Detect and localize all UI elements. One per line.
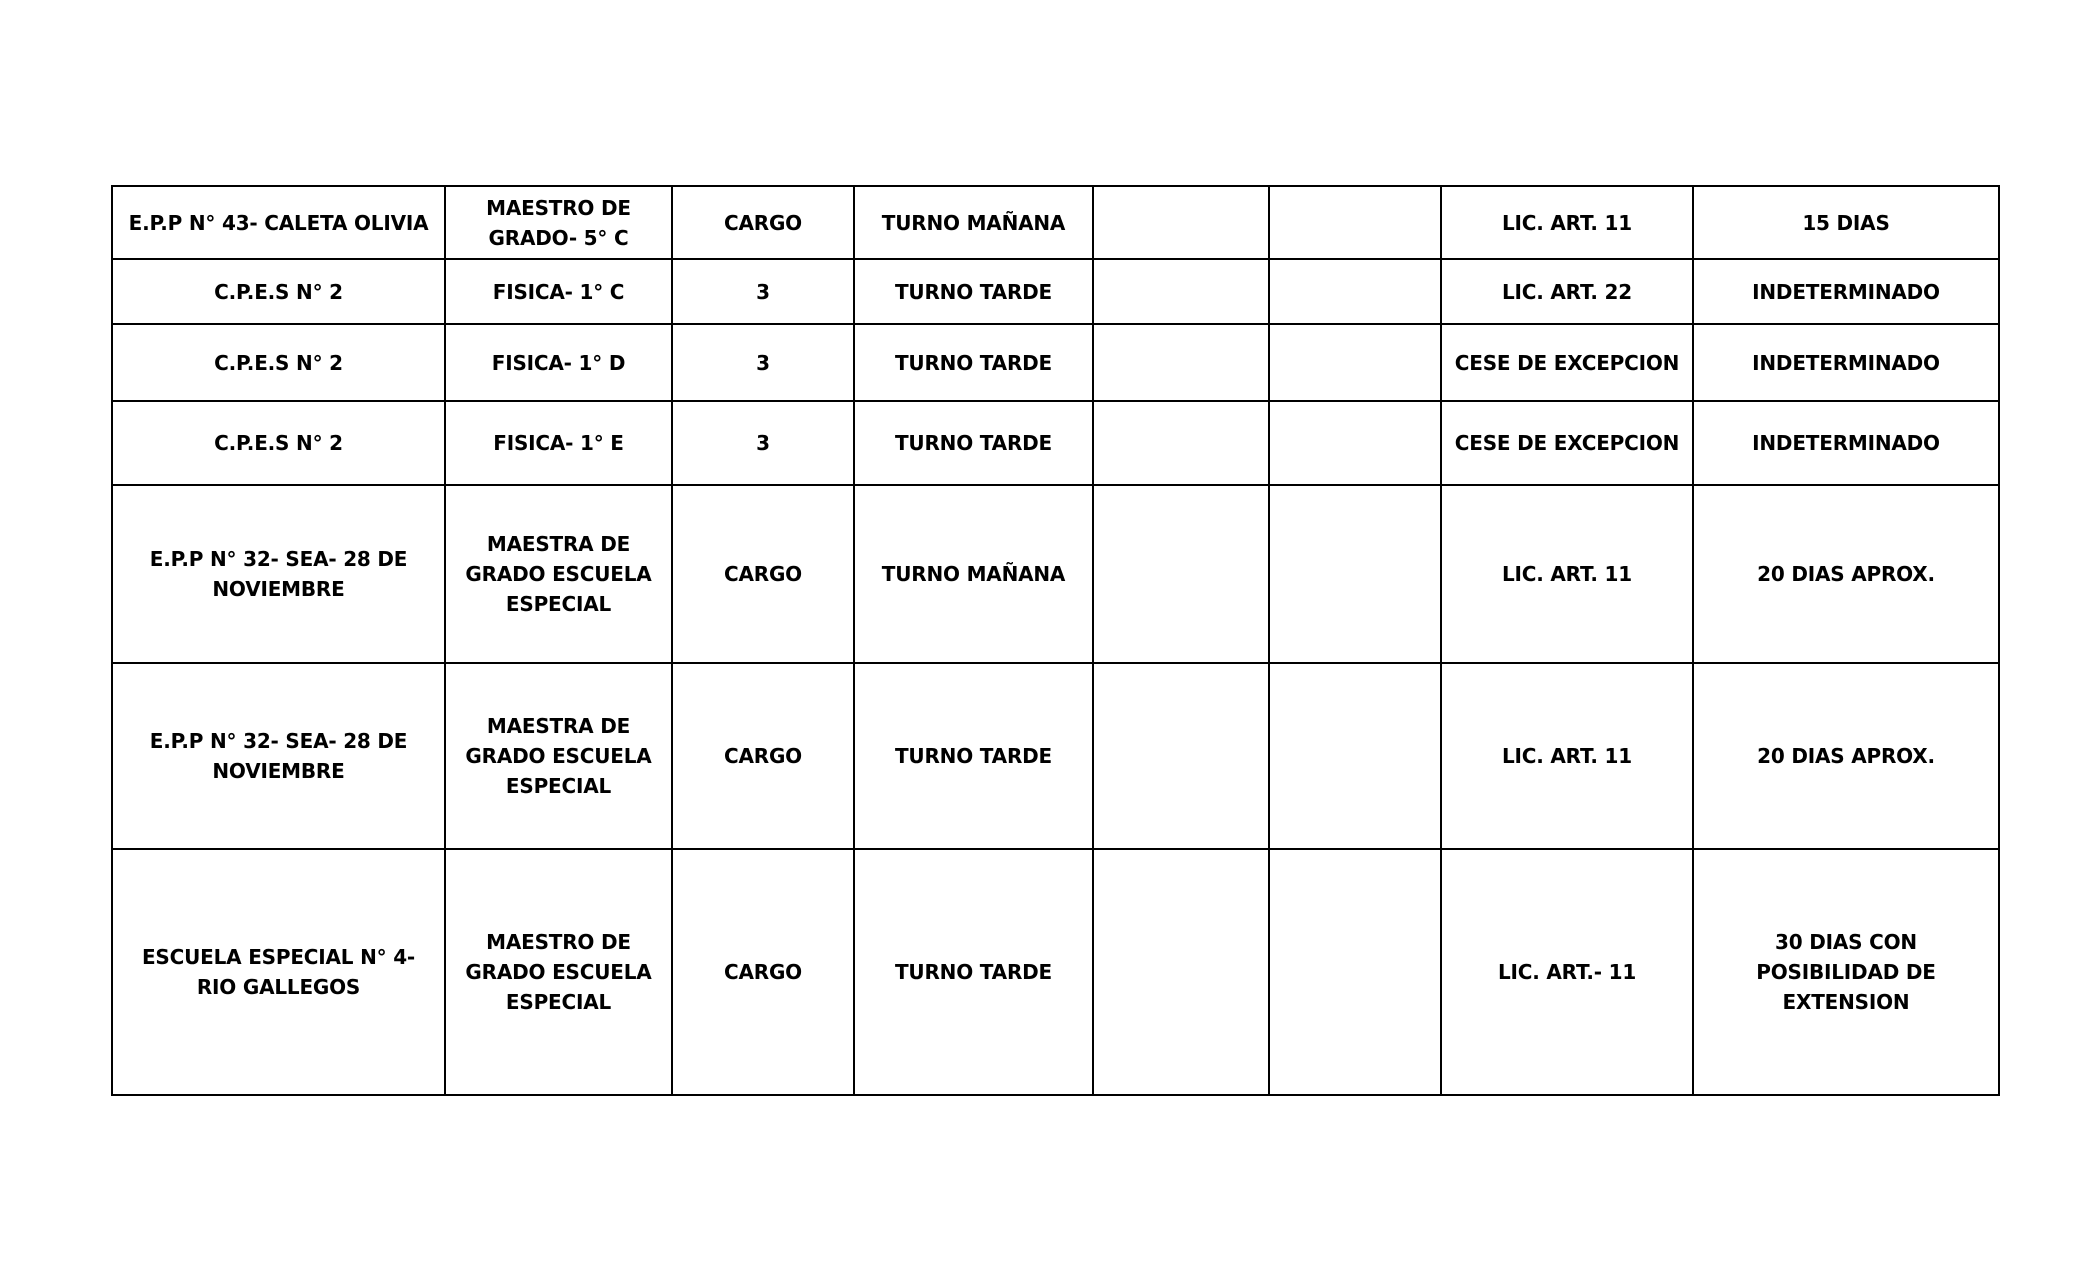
cell-school: E.P.P N° 43- CALETA OLIVIA	[112, 186, 445, 259]
cell-reason: LIC. ART.- 11	[1441, 849, 1693, 1095]
cell-subject: MAESTRA DE GRADO ESCUELA ESPECIAL	[445, 485, 672, 663]
cell-hours: CARGO	[672, 485, 854, 663]
vacancy-table	[111, 185, 2000, 1096]
cell-hours: 3	[672, 259, 854, 324]
cell-duration: 15 DIAS	[1693, 186, 1999, 259]
cell-reason: LIC. ART. 11	[1441, 186, 1693, 259]
cell-duration: INDETERMINADO	[1693, 259, 1999, 324]
cell-duration: 20 DIAS APROX.	[1693, 663, 1999, 849]
cell-reason: CESE DE EXCEPCION	[1441, 324, 1693, 401]
table-row	[112, 324, 1999, 401]
cell-hours: 3	[672, 401, 854, 485]
cell-empty-1	[1093, 849, 1269, 1095]
cell-shift: TURNO TARDE	[854, 324, 1093, 401]
cell-duration: 30 DIAS CON POSIBILIDAD DE EXTENSION	[1693, 849, 1999, 1095]
table-row	[112, 401, 1999, 485]
cell-school: E.P.P N° 32- SEA- 28 DE NOVIEMBRE	[112, 485, 445, 663]
cell-empty-1	[1093, 485, 1269, 663]
cell-hours: CARGO	[672, 849, 854, 1095]
cell-empty-2	[1269, 663, 1441, 849]
cell-empty-2	[1269, 186, 1441, 259]
table-row	[112, 849, 1999, 1095]
cell-shift: TURNO MAÑANA	[854, 186, 1093, 259]
cell-subject: MAESTRO DE GRADO- 5° C	[445, 186, 672, 259]
cell-school: C.P.E.S N° 2	[112, 401, 445, 485]
cell-school: C.P.E.S N° 2	[112, 324, 445, 401]
table-row	[112, 259, 1999, 324]
cell-subject: FISICA- 1° E	[445, 401, 672, 485]
cell-reason: LIC. ART. 22	[1441, 259, 1693, 324]
table-row	[112, 663, 1999, 849]
cell-empty-1	[1093, 663, 1269, 849]
cell-empty-2	[1269, 849, 1441, 1095]
cell-reason: LIC. ART. 11	[1441, 663, 1693, 849]
cell-reason: LIC. ART. 11	[1441, 485, 1693, 663]
cell-reason: CESE DE EXCEPCION	[1441, 401, 1693, 485]
cell-empty-1	[1093, 324, 1269, 401]
cell-empty-2	[1269, 259, 1441, 324]
table-row	[112, 485, 1999, 663]
cell-empty-1	[1093, 259, 1269, 324]
cell-subject: MAESTRA DE GRADO ESCUELA ESPECIAL	[445, 663, 672, 849]
cell-shift: TURNO TARDE	[854, 401, 1093, 485]
cell-empty-2	[1269, 324, 1441, 401]
cell-hours: 3	[672, 324, 854, 401]
cell-subject: FISICA- 1° C	[445, 259, 672, 324]
cell-shift: TURNO TARDE	[854, 259, 1093, 324]
cell-shift: TURNO TARDE	[854, 849, 1093, 1095]
cell-shift: TURNO MAÑANA	[854, 485, 1093, 663]
cell-duration: INDETERMINADO	[1693, 324, 1999, 401]
cell-school: E.P.P N° 32- SEA- 28 DE NOVIEMBRE	[112, 663, 445, 849]
cell-empty-2	[1269, 485, 1441, 663]
cell-empty-1	[1093, 401, 1269, 485]
cell-subject: MAESTRO DE GRADO ESCUELA ESPECIAL	[445, 849, 672, 1095]
cell-duration: 20 DIAS APROX.	[1693, 485, 1999, 663]
cell-shift: TURNO TARDE	[854, 663, 1093, 849]
cell-duration: INDETERMINADO	[1693, 401, 1999, 485]
cell-hours: CARGO	[672, 663, 854, 849]
cell-empty-1	[1093, 186, 1269, 259]
cell-empty-2	[1269, 401, 1441, 485]
table-row	[112, 186, 1999, 259]
cell-school: C.P.E.S N° 2	[112, 259, 445, 324]
cell-subject: FISICA- 1° D	[445, 324, 672, 401]
cell-hours: CARGO	[672, 186, 854, 259]
cell-school: ESCUELA ESPECIAL N° 4- RIO GALLEGOS	[112, 849, 445, 1095]
